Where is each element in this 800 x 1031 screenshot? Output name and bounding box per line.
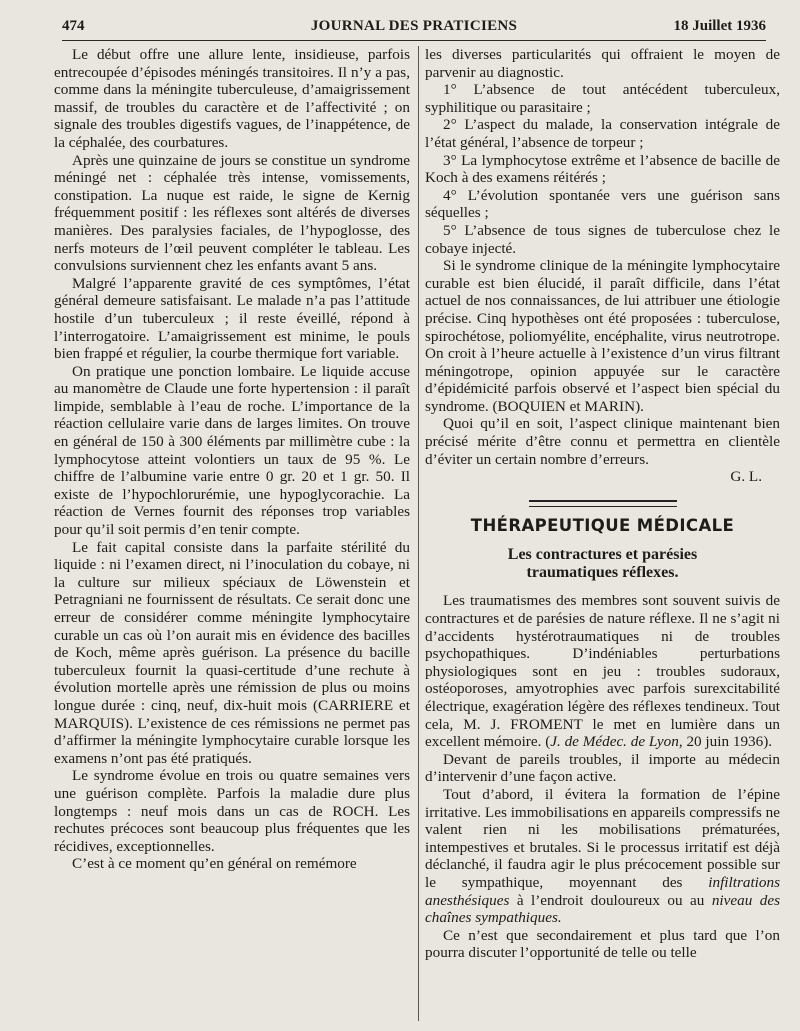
article-paragraph-treatment [425, 786, 780, 927]
treatment-text-b: à l’endroit douloureux ou au [516, 891, 705, 909]
article-title-line1: Les contractures et parésies [507, 546, 698, 564]
emphasis-infiltrations: infiltrations anesthésiques [425, 873, 780, 909]
article-title-line2: traumatiques réflexes. [526, 564, 679, 582]
treatment-text-a: Tout d’abord, il évitera la formation de l’épine irritative. Les immobilisations en appareils compressifs ne valent rien ni les mobilisations prématurées, intempestives et brutales. Si le processus irritatif est déjà déclanché, il faudra agir le plus précocement possible sur le sympathique, moyennant des [425, 785, 780, 891]
article-title [425, 546, 780, 582]
section-title: THÉRAPEUTIQUE MÉDICALE [470, 515, 735, 535]
paragraph-sterility: Le fait capital consiste dans la parfaite stérilité du liquide : ni l’examen direct, ni l’inoculation du cobaye, ni la culture sur milieux spéciaux de Löwenstein et Petragniani ne fournissent de résultats. Ce serait donc une erreur de considérer comme méningite lymphocytaire curable un cas où l’on aurait mis en évidence des bacilles de Koch, même après guérison. La présence du bacille tuberculeux fournit la quasi-certitude d’une rechute à évolution mortelle après une rémission de plus ou moins longue durée : cinq, neuf, dix-huit mois (CARRIERE et MARQUIS). L’existence de ces rémissions ne permet pas d’affirmer la méningite lymphocytaire curable lorsque les examens n’ont pas été pratiqués. [54, 538, 410, 767]
article-paragraph-intervene: Devant de pareils troubles, il importe au médecin d’intervenir d’une façon active. [425, 750, 780, 786]
list-item: 5° L’absence de tous signes de tuberculose chez le cobaye injecté. [425, 221, 780, 257]
list-item: 1° L’absence de tout antécédent tuberculeux, syphilitique ou parasitaire ; [425, 81, 780, 116]
citation-date: , 20 juin 1936). [678, 733, 773, 751]
list-item: 4° L’évolution spontanée vers une guérison sans séquelles ; [425, 186, 780, 222]
paragraph-hypotheses: Si le syndrome clinique de la méningite lymphocytaire curable est bien élucidé, il paraît difficile, dans l’état actuel de nos connaissances, de lui attribuer une étiologie précise. Cinq hypothèses ont été proposées : tuberculose, spirochétose, poliomyélite, encéphalite, virus neutrotrope. On croit à l’heure actuelle à l’existence d’un virus filtrant méningotrope, opinion appuyée sur le caractère d’épidémicité parfois observé et l’aspect bien spécial du syndrome. (BOQUIEN et MARIN). [425, 257, 780, 415]
article-paragraph-intro-text: Les traumatismes des membres sont souvent suivis de contractures et de parésies de nature réflexe. Il ne s’agit ni d’accidents hystérotraumatiques ni de troubles psychopathiques. D’indéniables perturbations physiologiques sont en jeu : troubles sudoraux, ostéoporoses, amyotrophies avec parfois surexcitabilité électrique, exagération légère des réflexes tendineux. Tout cela, M. J. FROMENT le met en lumière dans un excellent mémoire. [425, 592, 780, 751]
citation-journal: J. de Médec. de Lyon [550, 733, 679, 751]
article-paragraph-intro: Les traumatismes des membres sont souvent suivis de contractures et de parésies de nature réflexe. Il ne s’agit ni d’accidents hystérotraumatiques ni de troubles psychopathiques. D’indéniables perturbations physiologiques sont en jeu : troubles sudoraux, ostéoporoses, amyotrophies avec parfois surexcitabilité électrique, exagération légère des réflexes tendineux. Tout cela, M. J. FROMENT le met en lumière dans un excellent mémoire. (J. de Médec. de Lyon, 20 juin 1936). [425, 592, 780, 751]
journal-title: JOURNAL DES PRATICIENS [310, 18, 518, 34]
paragraph-conclusion: Quoi qu’il en soit, l’aspect clinique maintenant bien précisé mérite d’être connu et permettra en clientèle d’éviter un certain nombre d’erreurs. [425, 415, 780, 468]
paragraph-diagnosis-start: C’est à ce moment qu’en général on remémore [72, 855, 357, 873]
right-column [425, 46, 780, 962]
paragraph-continuation: les diverses particularités qui offraient le moyen de parvenir au diagnostic. [425, 46, 780, 81]
page-number: 474 [62, 18, 85, 34]
paragraph-meningeal-syndrome: Après une quinzaine de jours se constitue un syndrome méningé net : céphalée très intense, vomissements, constipation. La nuque est raide, le signe de Kernig fréquemment positif : les réflexes sont altérés de diverses manières. Des paralysies faciales, de l’hypoglosse, des nerfs moteurs de l’œil peuvent compléter le tableau. Les convulsions surviennent chez les enfants avant 5 ans. [54, 151, 410, 275]
article-paragraph-secondary: Ce n’est que secondairement et plus tard que l’on pourra discuter l’opportunité de telle ou telle [425, 926, 780, 962]
paragraph-lumbar-puncture: On pratique une ponction lombaire. Le liquide accuse au manomètre de Claude une forte hypertension : il paraît limpide, semblable à l’eau de roche. L’importance de la réaction cellulaire varie dans de larges limites. On trouve en général de 150 à 300 éléments par millimètre cube : la lymphocytose atteint volontiers un taux de 95 %. Le chiffre de l’albumine varie entre 0 gr. 20 et 1 gr. 50. Il existe de l’hypochlorurémie, une hypoglycorachie. La réaction de Vernes fournit des réponses trop variables pour qu’il soit permis d’en tenir compte. [54, 362, 410, 539]
running-header [62, 16, 766, 41]
issue-date: 18 Juillet 1936 [673, 18, 766, 34]
section-divider [529, 500, 677, 507]
paragraph-onset: Le début offre une allure lente, insidieuse, parfois entrecoupée d’épisodes méningés transitoires. Il n’y a pas, comme dans la méningite tuberculeuse, d’amaigrissement massif, de troubles du caractère et de l’affectivité ; on signale des troubles digestifs vagues, de l’inappétence, de la céphalée, des courbatures. [54, 46, 410, 151]
left-column [54, 46, 410, 873]
list-item: 2° L’aspect du malade, la conservation intégrale de l’état général, l’absence de torpeur ; [425, 116, 780, 151]
emphasis-sympathetic-chains: niveau des chaînes sympathiques. [425, 891, 781, 927]
paragraph-general-state: Malgré l’apparente gravité de ces symptômes, l’état général demeure satisfaisant. Le malade n’a pas l’attitude hostile d’un tuberculeux ; il reste éveillé, répond à l’interrogatoire. L’amaigrissement est minime, le pouls bien frappé et régulier, la courbe thermique fort variable. [54, 274, 410, 363]
paragraph-evolution: Le syndrome évolue en trois ou quatre semaines vers une guérison complète. Parfois la maladie dure plus longtemps : neuf mois dans un cas de ROCH. Les rechutes précoces sont beaucoup plus fréquentes que les récidives, exceptionnelles. [54, 767, 410, 855]
author-signature: G. L. [730, 468, 762, 486]
list-item: 3° La lymphocytose extrême et l’absence de bacille de Koch à des examens réitérés ; [425, 151, 780, 187]
